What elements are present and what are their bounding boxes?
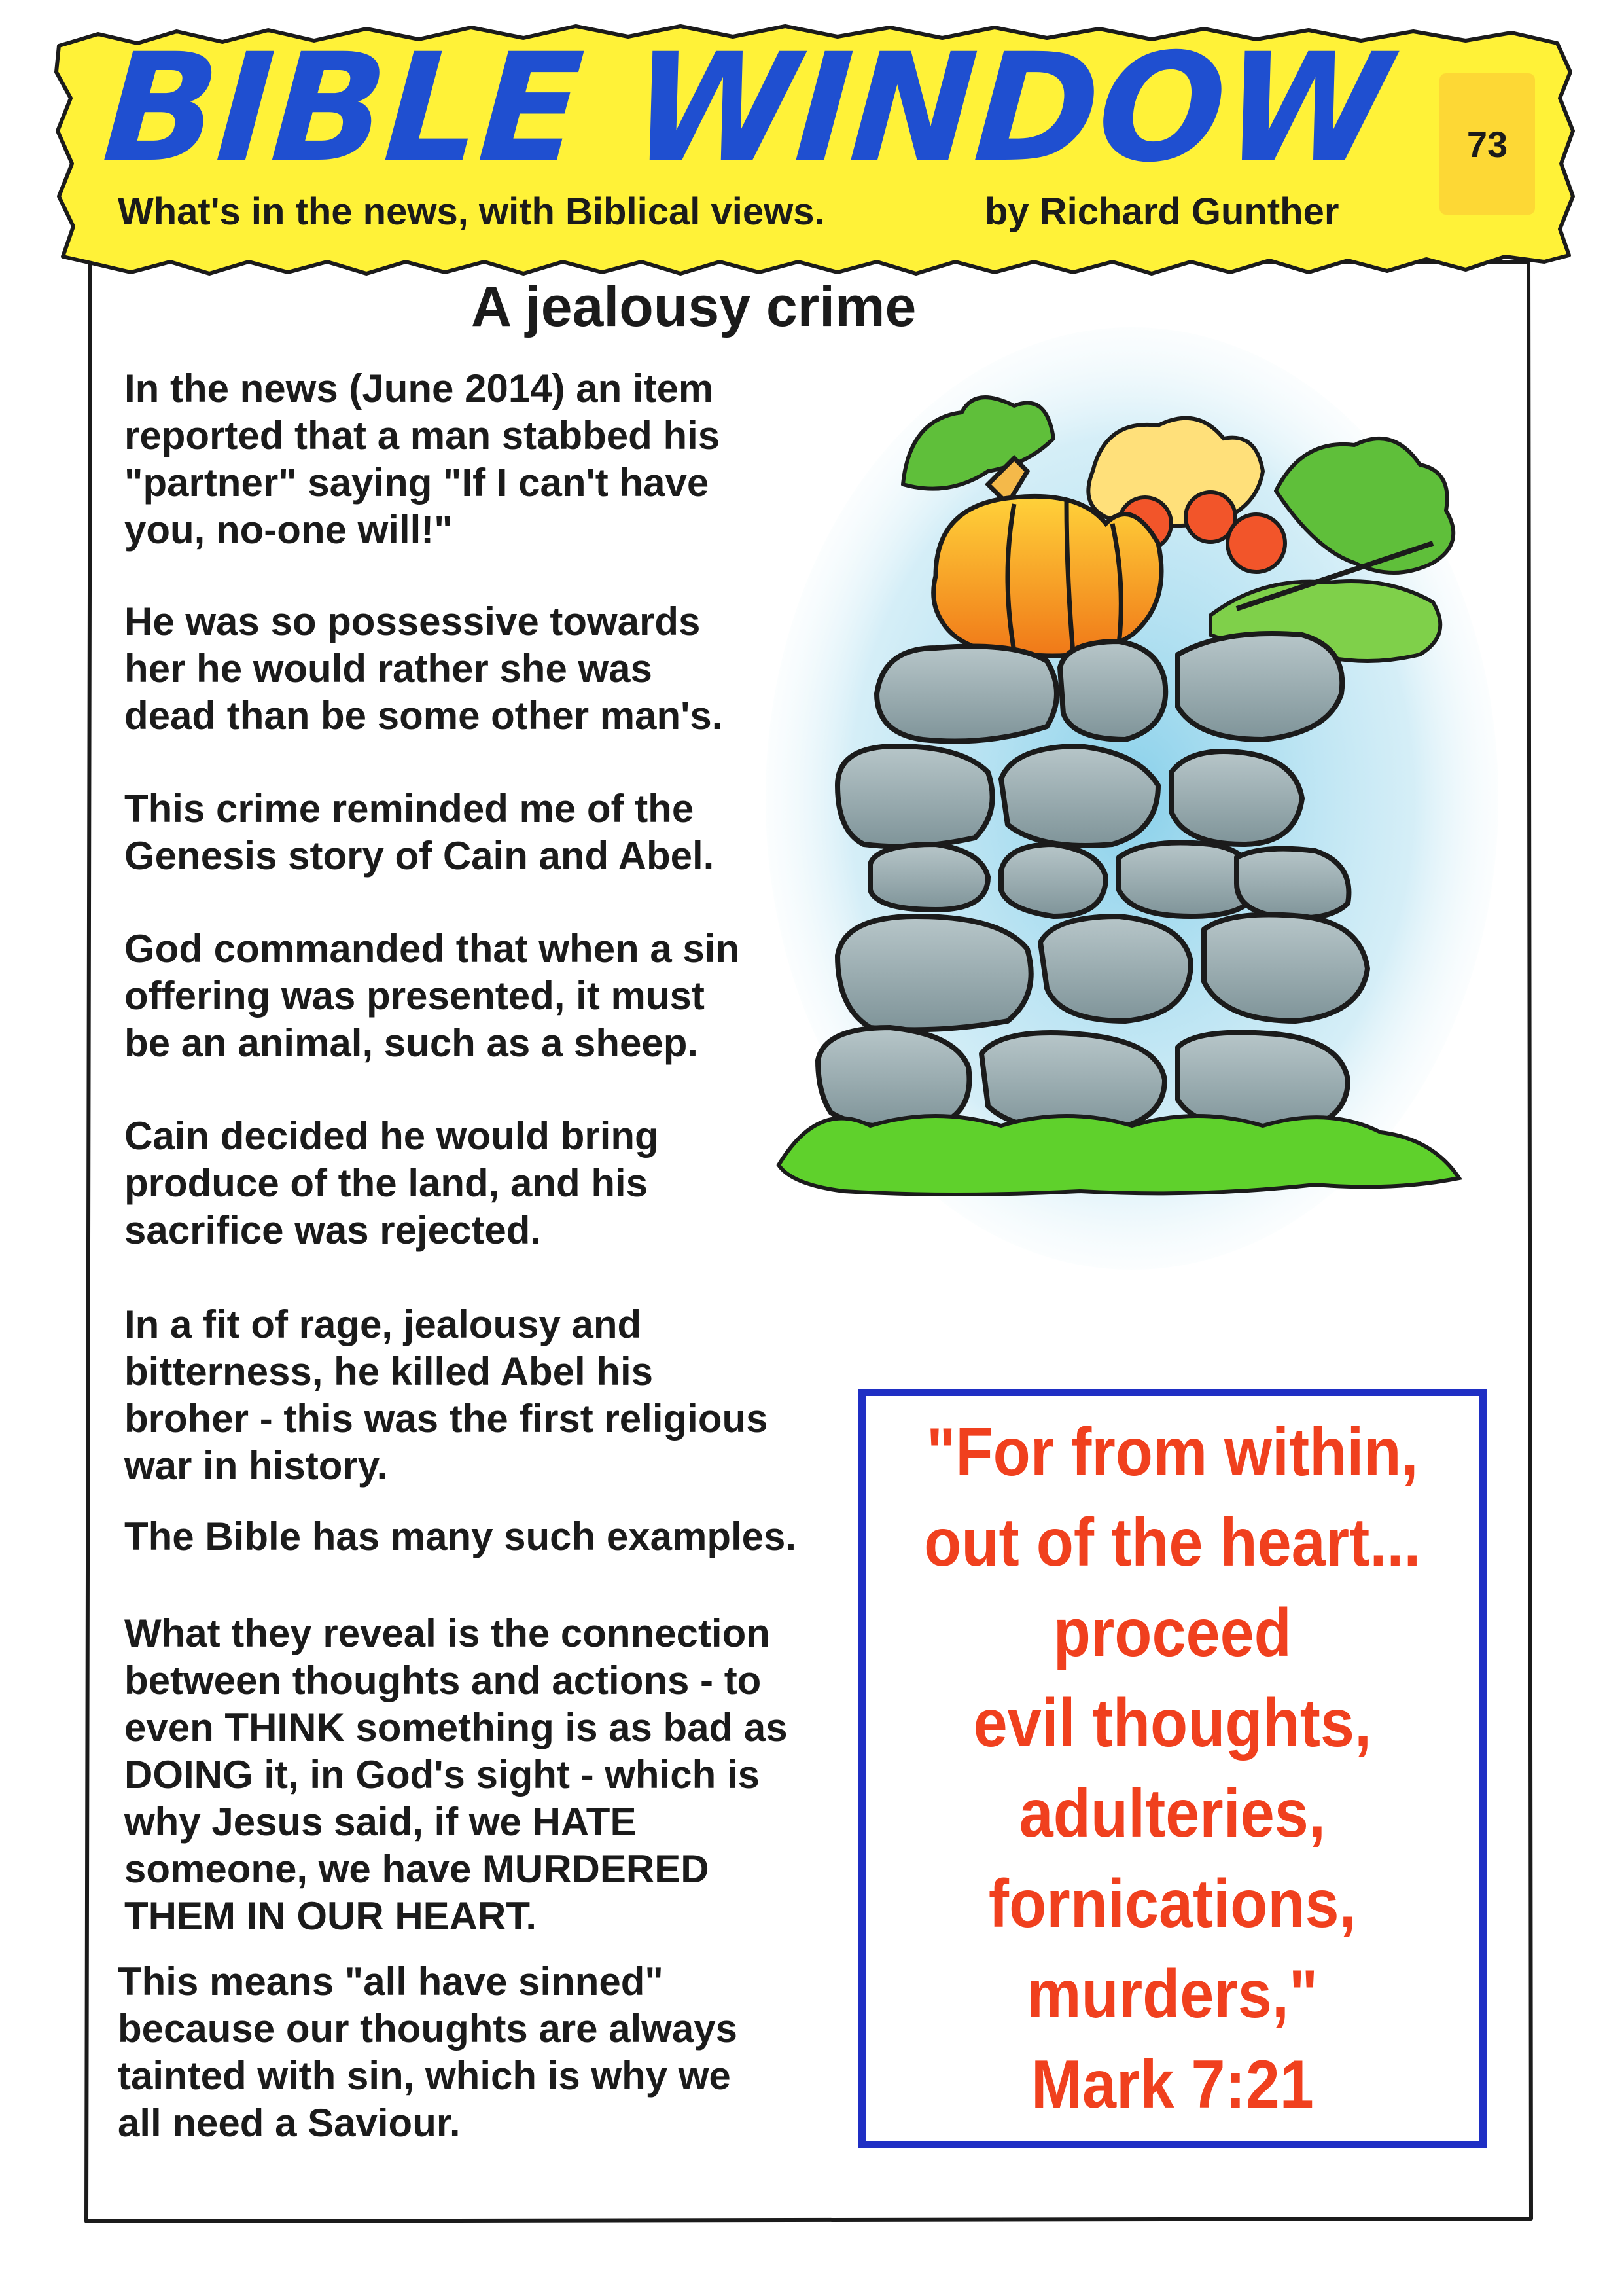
story-heading: A jealousy crime	[471, 276, 917, 338]
story-paragraph-3: This crime reminded me of the Genesis story of Cain and Abel.	[124, 787, 715, 878]
story-paragraph-4: God commanded that when a sin offering was presented, it must be an animal, such as a sheep.	[124, 927, 740, 1065]
stone-wall	[818, 634, 1368, 1132]
story-paragraph-1: In the news (June 2014) an item reported that a man stabbed his "partner" saying "If I can't have you, no-one will!"	[124, 367, 720, 552]
story-paragraph-2: He was so possessive towards her he would rather she was dead than be some other man's.	[124, 600, 723, 738]
story-paragraph-6: In a fit of rage, jealousy and bitterness, he killed Abel his broher - this was the first religious war in history.	[124, 1302, 768, 1488]
scripture-quote-text: "For from within, out of the heart... proceed evil thoughts, adulteries, fornications, murders,"	[924, 1414, 1421, 2032]
masthead-title: BIBLE WINDOW	[98, 21, 1395, 195]
grass	[779, 1116, 1459, 1194]
story-paragraph-9: This means "all have sinned" because our thoughts are always tainted with sin, which is why we all need a Saviour.	[118, 1960, 737, 2145]
scripture-quote-box	[858, 1389, 1487, 2148]
story-paragraph-8: What they reveal is the connection between thoughts and actions - to even THINK something is as bad as DOING it, in God's sight - which is why Jesus said, if we HATE someone, we have MURDERED THEM IN OUR HEART.	[124, 1611, 788, 1938]
masthead-byline: by Richard Gunther	[985, 190, 1339, 233]
scripture-reference: Mark 7:21	[1031, 2047, 1314, 2123]
masthead-tagline: What's in the news, with Biblical views.	[118, 190, 825, 233]
story-paragraph-7: The Bible has many such examples.	[124, 1515, 797, 1558]
story-paragraph-5: Cain decided he would bring produce of the land, and his sacrifice was rejected.	[124, 1114, 659, 1252]
issue-number-badge: 73	[1439, 73, 1535, 215]
stone-altar-with-produce-icon	[739, 327, 1511, 1335]
